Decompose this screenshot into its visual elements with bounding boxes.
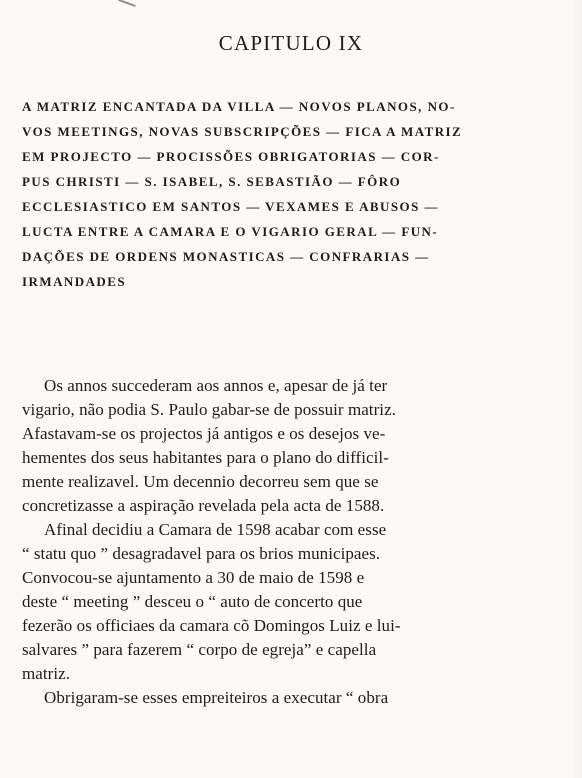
summary-line: EM PROJECTO — PROCISSÕES OBRIGATORIAS — COR-	[22, 149, 440, 164]
summary-line: ECCLESIASTICO EM SANTOS — VEXAMES E ABUSOS —	[22, 199, 439, 214]
body-line: hementes dos seus habitantes para o plano do difficil-	[22, 448, 389, 467]
body-line: Obrigaram-se esses empreiteiros a executar “ obra	[44, 688, 389, 707]
body-line: matriz.	[22, 664, 71, 683]
summary-line: PUS CHRISTI — S. ISABEL, S. SEBASTIÃO — FÔRO	[22, 174, 402, 189]
body-line: concretizasse a aspiração revelada pela acta de 1588.	[22, 496, 385, 515]
body-line: “ statu quo ” desagradavel para os brios municipaes.	[22, 544, 381, 563]
body-line: Os annos succederam aos annos e, apesar de já ter	[44, 376, 388, 395]
body-line: Convocou-se ajuntamento a 30 de maio de 1598 e	[22, 568, 365, 587]
body-line: deste “ meeting ” desceu o “ auto de concerto que	[22, 592, 363, 611]
summary-line: VOS MEETINGS, NOVAS SUBSCRIPÇÕES — FICA A MATRIZ	[22, 124, 463, 139]
page-mark	[118, 0, 136, 7]
summary-line: DAÇÕES DE ORDENS MONASTICAS — CONFRARIAS —	[22, 249, 430, 264]
chapter-title: CAPITULO IX	[218, 31, 364, 55]
body-line: vigario, não podia S. Paulo gabar-se de possuir matriz.	[22, 400, 396, 419]
chapter-body	[22, 374, 574, 710]
summary-line: IRMANDADES	[22, 274, 127, 289]
summary-line: A MATRIZ ENCANTADA DA VILLA — NOVOS PLANOS, NO-	[22, 99, 456, 114]
body-line: mente realizavel. Um decennio decorreu sem que se	[22, 472, 379, 491]
page-shadow	[572, 0, 582, 778]
summary-line: LUCTA ENTRE A CAMARA E O VIGARIO GERAL — FUN-	[22, 224, 439, 239]
chapter-summary	[22, 94, 572, 294]
body-line: fezerão os officiaes da camara cõ Domingos Luiz e lui-	[22, 616, 401, 635]
body-line: Afinal decidiu a Camara de 1598 acabar com esse	[44, 520, 387, 539]
body-line: salvares ” para fazerem “ corpo de egreja” e capella	[22, 640, 377, 659]
body-line: Afastavam-se os projectos já antigos e os desejos ve-	[22, 424, 386, 443]
